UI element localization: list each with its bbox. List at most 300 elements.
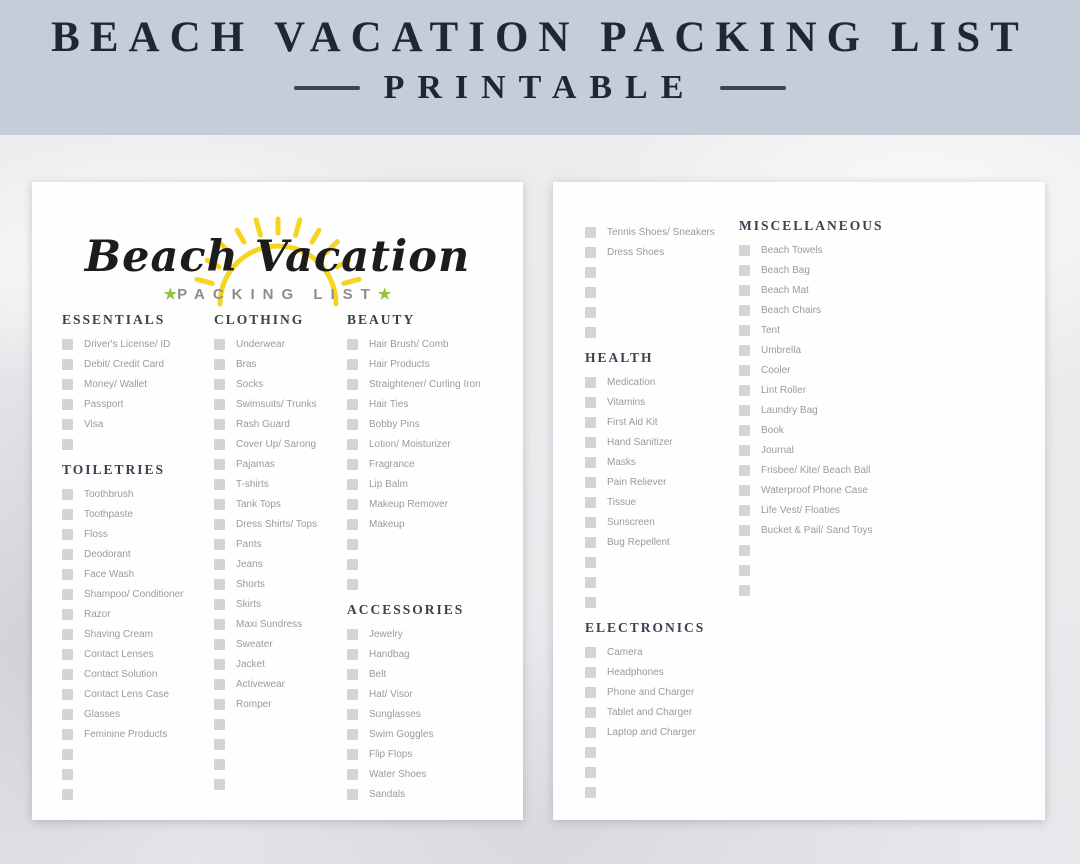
checkbox[interactable] — [62, 339, 73, 350]
item-label: Headphones — [607, 666, 664, 678]
checklist-row — [214, 334, 347, 354]
checklist-row — [585, 552, 740, 572]
banner-subtitle: PRINTABLE — [383, 69, 697, 106]
checklist-row — [585, 242, 740, 262]
checklist-row — [739, 540, 934, 560]
checklist-row — [347, 784, 517, 804]
checklist-row — [347, 454, 517, 474]
checklist-row — [347, 474, 517, 494]
item-label: Sweater — [236, 638, 273, 650]
item-label: First Aid Kit — [607, 416, 658, 428]
checkbox[interactable] — [739, 425, 750, 436]
checkbox[interactable] — [585, 227, 596, 238]
checkbox[interactable] — [347, 559, 358, 570]
checkbox[interactable] — [214, 359, 225, 370]
item-label: Fragrance — [369, 458, 415, 470]
checkbox[interactable] — [739, 565, 750, 576]
item-label: Romper — [236, 698, 272, 710]
item-label: Socks — [236, 378, 264, 390]
checklist-row — [585, 702, 740, 722]
checkbox[interactable] — [585, 287, 596, 298]
checklist-row — [347, 354, 517, 374]
checklist-row — [739, 300, 934, 320]
item-label: Flip Flops — [369, 748, 413, 760]
checkbox[interactable] — [214, 679, 225, 690]
item-label: Shaving Cream — [84, 628, 153, 640]
banner-title: BEACH VACATION PACKING LIST — [51, 14, 1029, 61]
checkbox[interactable] — [739, 365, 750, 376]
item-label: Underwear — [236, 338, 285, 350]
checkbox[interactable] — [739, 525, 750, 536]
checkbox[interactable] — [347, 419, 358, 430]
checkbox[interactable] — [585, 647, 596, 658]
page2-column-2 — [739, 218, 934, 600]
checkbox[interactable] — [214, 459, 225, 470]
item-label: Cooler — [761, 364, 791, 376]
checklist-row — [739, 440, 934, 460]
item-label: Driver's License/ ID — [84, 338, 171, 350]
checklist-row — [585, 572, 740, 592]
checklist-row — [739, 400, 934, 420]
checkbox[interactable] — [347, 649, 358, 660]
item-label: Razor — [84, 608, 111, 620]
checklist-row — [585, 762, 740, 782]
section-header-essentials: ESSENTIALS — [62, 312, 166, 327]
printable-page-left — [32, 182, 523, 820]
item-label: Contact Solution — [84, 668, 158, 680]
checklist-row — [347, 624, 517, 644]
item-label: Tablet and Charger — [607, 706, 693, 718]
checklist-row — [585, 472, 740, 492]
section-header-electronics: ELECTRONICS — [585, 620, 706, 635]
checkbox[interactable] — [347, 629, 358, 640]
checklist-row — [214, 374, 347, 394]
section-header-miscellaneous: MISCELLANEOUS — [739, 218, 884, 233]
checkbox[interactable] — [62, 629, 73, 640]
checkbox[interactable] — [585, 417, 596, 428]
checkbox[interactable] — [739, 345, 750, 356]
checklist-row — [585, 392, 740, 412]
checkbox[interactable] — [62, 609, 73, 620]
checklist-row — [739, 500, 934, 520]
checkbox[interactable] — [347, 479, 358, 490]
checkbox[interactable] — [214, 339, 225, 350]
item-label: Bucket & Pail/ Sand Toys — [761, 524, 873, 536]
checklist-row — [214, 594, 347, 614]
checkbox[interactable] — [585, 707, 596, 718]
checkbox[interactable] — [214, 599, 225, 610]
checkbox[interactable] — [585, 307, 596, 318]
checkbox[interactable] — [62, 489, 73, 500]
item-label: Life Vest/ Floaties — [761, 504, 840, 516]
checkbox[interactable] — [214, 759, 225, 770]
checkbox[interactable] — [347, 709, 358, 720]
checklist-row — [739, 380, 934, 400]
checkbox[interactable] — [214, 779, 225, 790]
checkbox[interactable] — [739, 485, 750, 496]
item-label: Makeup — [369, 518, 405, 530]
checkbox[interactable] — [347, 359, 358, 370]
section-header-clothing: CLOTHING — [214, 312, 305, 327]
item-label: Beach Towels — [761, 244, 823, 256]
checklist-row — [739, 340, 934, 360]
checkbox[interactable] — [347, 339, 358, 350]
checklist-row — [214, 754, 347, 774]
checklist-row — [347, 374, 517, 394]
checkbox[interactable] — [62, 709, 73, 720]
checklist-row — [585, 372, 740, 392]
checklist-row — [62, 604, 212, 624]
checklist-row — [214, 414, 347, 434]
item-label: Jewelry — [369, 628, 403, 640]
item-label: Toothpaste — [84, 508, 133, 520]
item-label: Swimsuits/ Trunks — [236, 398, 317, 410]
checklist-row — [347, 664, 517, 684]
item-label: Hair Products — [369, 358, 430, 370]
item-label: Sunscreen — [607, 516, 655, 528]
checkbox[interactable] — [214, 519, 225, 530]
checklist-row — [214, 534, 347, 554]
checkbox[interactable] — [347, 379, 358, 390]
page1-column-2 — [214, 312, 347, 794]
checklist-row — [62, 414, 212, 434]
checklist-row — [62, 334, 212, 354]
checklist-row — [214, 434, 347, 454]
checkbox[interactable] — [739, 325, 750, 336]
checklist-row — [347, 434, 517, 454]
item-label: Medication — [607, 376, 656, 388]
checkbox[interactable] — [62, 689, 73, 700]
checklist-row — [347, 414, 517, 434]
checkbox[interactable] — [739, 505, 750, 516]
item-label: Sandals — [369, 788, 406, 800]
item-label: Tent — [761, 324, 780, 336]
checkbox[interactable] — [585, 437, 596, 448]
checkbox[interactable] — [347, 789, 358, 800]
checkbox[interactable] — [739, 385, 750, 396]
checklist-row — [585, 492, 740, 512]
checklist-row — [585, 532, 740, 552]
item-label: Dress Shirts/ Tops — [236, 518, 317, 530]
checkbox[interactable] — [62, 439, 73, 450]
checklist-row — [214, 714, 347, 734]
checklist-row — [214, 614, 347, 634]
item-label: Makeup Remover — [369, 498, 448, 510]
printable-page-right — [553, 182, 1045, 820]
checklist-row — [214, 494, 347, 514]
checklist-row — [62, 664, 212, 684]
item-label: Passport — [84, 398, 124, 410]
item-label: Cover Up/ Sarong — [236, 438, 317, 450]
item-label: Hair Ties — [369, 398, 409, 410]
checkbox[interactable] — [62, 649, 73, 660]
checkbox[interactable] — [62, 789, 73, 800]
checklist-row — [347, 574, 517, 594]
item-label: Pajamas — [236, 458, 275, 470]
checklist-row — [585, 642, 740, 662]
checklist-row — [347, 724, 517, 744]
checkbox[interactable] — [585, 537, 596, 548]
checklist-row — [585, 682, 740, 702]
checklist-row — [347, 764, 517, 784]
checkbox[interactable] — [585, 557, 596, 568]
checklist-row — [214, 734, 347, 754]
item-label: Water Shoes — [369, 768, 427, 780]
checkbox[interactable] — [214, 719, 225, 730]
item-label: Vitamins — [607, 396, 646, 408]
checkbox[interactable] — [347, 769, 358, 780]
checklist-row — [214, 354, 347, 374]
checklist-row — [585, 782, 740, 802]
logo-title: Beach Vacation — [84, 232, 471, 282]
logo-subtitle-text: PACKING LIST — [177, 286, 378, 303]
checklist-row — [347, 494, 517, 514]
item-label: Laundry Bag — [761, 404, 818, 416]
checkbox[interactable] — [62, 729, 73, 740]
checkbox[interactable] — [585, 727, 596, 738]
checkbox[interactable] — [214, 439, 225, 450]
checklist-row — [585, 452, 740, 472]
checklist-row — [214, 574, 347, 594]
checkbox[interactable] — [585, 247, 596, 258]
item-label: Handbag — [369, 648, 410, 660]
item-label: Lotion/ Moisturizer — [369, 438, 451, 450]
checklist-row — [62, 524, 212, 544]
item-label: Pain Reliever — [607, 476, 667, 488]
dash-rule-right — [720, 86, 786, 90]
checkbox[interactable] — [585, 377, 596, 388]
checkbox[interactable] — [585, 767, 596, 778]
checklist-row — [739, 280, 934, 300]
checkbox[interactable] — [62, 749, 73, 760]
checkbox[interactable] — [62, 769, 73, 780]
item-label: Beach Bag — [761, 264, 810, 276]
checklist-row — [739, 520, 934, 540]
checklist-row — [585, 412, 740, 432]
item-label: Skirts — [236, 598, 261, 610]
checklist-row — [739, 480, 934, 500]
item-label: Hair Brush/ Comb — [369, 338, 449, 350]
checklist-row — [214, 394, 347, 414]
checklist-row — [62, 484, 212, 504]
checkbox[interactable] — [214, 419, 225, 430]
checkbox[interactable] — [214, 499, 225, 510]
checklist-row — [62, 724, 212, 744]
checklist-row — [585, 282, 740, 302]
item-label: Masks — [607, 456, 636, 468]
checklist-row — [585, 592, 740, 612]
section-header-beauty: BEAUTY — [347, 312, 416, 327]
checkbox[interactable] — [585, 397, 596, 408]
checkbox[interactable] — [739, 285, 750, 296]
item-label: Bobby Pins — [369, 418, 420, 430]
checkbox[interactable] — [214, 539, 225, 550]
checklist-row — [62, 564, 212, 584]
checklist-row — [214, 654, 347, 674]
checkbox[interactable] — [585, 597, 596, 608]
item-label: Phone and Charger — [607, 686, 695, 698]
checkbox[interactable] — [739, 465, 750, 476]
checklist-row — [214, 674, 347, 694]
checkbox[interactable] — [739, 305, 750, 316]
page1-column-1 — [62, 312, 212, 804]
checkbox[interactable] — [214, 739, 225, 750]
checkbox[interactable] — [214, 379, 225, 390]
checkbox[interactable] — [62, 569, 73, 580]
item-label: Journal — [761, 444, 794, 456]
checklist-row — [585, 322, 740, 342]
checkbox[interactable] — [739, 445, 750, 456]
item-label: Shorts — [236, 578, 265, 590]
item-label: Floss — [84, 528, 108, 540]
item-label: Tank Tops — [236, 498, 281, 510]
checkbox[interactable] — [739, 585, 750, 596]
item-label: Dress Shoes — [607, 246, 665, 258]
checkbox[interactable] — [214, 479, 225, 490]
banner-subtitle-row — [0, 69, 1080, 107]
checkbox[interactable] — [214, 699, 225, 710]
checkbox[interactable] — [62, 359, 73, 370]
star-icon: ★ — [163, 286, 178, 303]
item-label: Activewear — [236, 678, 285, 690]
checkbox[interactable] — [62, 529, 73, 540]
checkbox[interactable] — [347, 729, 358, 740]
item-label: Shampoo/ Conditioner — [84, 588, 184, 600]
checkbox[interactable] — [585, 577, 596, 588]
checklist-row — [62, 704, 212, 724]
checkbox[interactable] — [62, 399, 73, 410]
checkbox[interactable] — [739, 405, 750, 416]
brand-logo — [32, 186, 523, 308]
checklist-row — [739, 240, 934, 260]
checklist-row — [214, 514, 347, 534]
item-label: Beach Chairs — [761, 304, 822, 316]
checkbox[interactable] — [62, 379, 73, 390]
checklist-row — [62, 544, 212, 564]
checklist-row — [347, 534, 517, 554]
checkbox[interactable] — [62, 669, 73, 680]
checklist-row — [62, 434, 212, 454]
checkbox[interactable] — [62, 589, 73, 600]
checkbox[interactable] — [585, 267, 596, 278]
checkbox[interactable] — [585, 517, 596, 528]
item-label: Swim Goggles — [369, 728, 434, 740]
checklist-row — [585, 722, 740, 742]
checkbox[interactable] — [214, 399, 225, 410]
checklist-row — [62, 584, 212, 604]
checkbox[interactable] — [214, 659, 225, 670]
checklist-row — [739, 320, 934, 340]
checklist-row — [585, 512, 740, 532]
item-label: Face Wash — [84, 568, 135, 580]
item-label: Umbrella — [761, 344, 802, 356]
item-label: Laptop and Charger — [607, 726, 696, 738]
item-label: Frisbee/ Kite/ Beach Ball — [761, 464, 871, 476]
item-label: Belt — [369, 668, 387, 680]
checklist-row — [585, 262, 740, 282]
checklist-row — [739, 420, 934, 440]
item-label: Rash Guard — [236, 418, 290, 430]
checkbox[interactable] — [347, 669, 358, 680]
item-label: Debit/ Credit Card — [84, 358, 165, 370]
checklist-row — [214, 774, 347, 794]
checkbox[interactable] — [62, 549, 73, 560]
checkbox[interactable] — [585, 477, 596, 488]
checklist-row — [62, 374, 212, 394]
checkbox[interactable] — [347, 749, 358, 760]
checkbox[interactable] — [214, 559, 225, 570]
checklist-row — [585, 222, 740, 242]
checklist-row — [585, 432, 740, 452]
item-label: Tennis Shoes/ Sneakers — [607, 226, 715, 238]
checklist-row — [347, 744, 517, 764]
checklist-row — [347, 554, 517, 574]
checkbox[interactable] — [739, 545, 750, 556]
item-label: Bug Repellent — [607, 536, 670, 548]
checkbox[interactable] — [347, 439, 358, 450]
item-label: Sunglasses — [369, 708, 421, 720]
checkbox[interactable] — [739, 245, 750, 256]
checkbox[interactable] — [214, 619, 225, 630]
checkbox[interactable] — [585, 787, 596, 798]
logo-subtitle — [32, 285, 523, 303]
checkbox[interactable] — [585, 327, 596, 338]
checkbox[interactable] — [347, 519, 358, 530]
checkbox[interactable] — [585, 457, 596, 468]
checkbox[interactable] — [62, 509, 73, 520]
checklist-row — [214, 694, 347, 714]
checklist-row — [62, 354, 212, 374]
item-label: Glasses — [84, 708, 121, 720]
checkbox[interactable] — [585, 667, 596, 678]
item-label: Feminine Products — [84, 728, 168, 740]
checklist-row — [62, 394, 212, 414]
page1-column-3 — [347, 312, 517, 804]
item-label: Visa — [84, 418, 104, 430]
checkbox[interactable] — [739, 265, 750, 276]
banner — [0, 0, 1080, 135]
checkbox[interactable] — [585, 497, 596, 508]
checkbox[interactable] — [62, 419, 73, 430]
item-label: Hat/ Visor — [369, 688, 413, 700]
section-header-health: HEALTH — [585, 350, 654, 365]
checklist-row — [585, 302, 740, 322]
checkbox[interactable] — [347, 579, 358, 590]
checkbox[interactable] — [347, 689, 358, 700]
item-label: Camera — [607, 646, 643, 658]
checkbox[interactable] — [347, 459, 358, 470]
checklist-row — [585, 662, 740, 682]
checkbox[interactable] — [347, 539, 358, 550]
item-label: Toothbrush — [84, 488, 134, 500]
checkbox[interactable] — [585, 747, 596, 758]
checklist-row — [739, 580, 934, 600]
star-icon: ★ — [377, 286, 392, 303]
item-label: Lint Roller — [761, 384, 807, 396]
checkbox[interactable] — [214, 639, 225, 650]
checkbox[interactable] — [347, 399, 358, 410]
checklist-row — [214, 554, 347, 574]
item-label: Deodorant — [84, 548, 131, 560]
item-label: Jacket — [236, 658, 265, 670]
checklist-row — [62, 504, 212, 524]
checklist-row — [62, 684, 212, 704]
checkbox[interactable] — [585, 687, 596, 698]
checkbox[interactable] — [214, 579, 225, 590]
checkbox[interactable] — [347, 499, 358, 510]
item-label: Tissue — [607, 496, 637, 508]
checklist-row — [62, 744, 212, 764]
